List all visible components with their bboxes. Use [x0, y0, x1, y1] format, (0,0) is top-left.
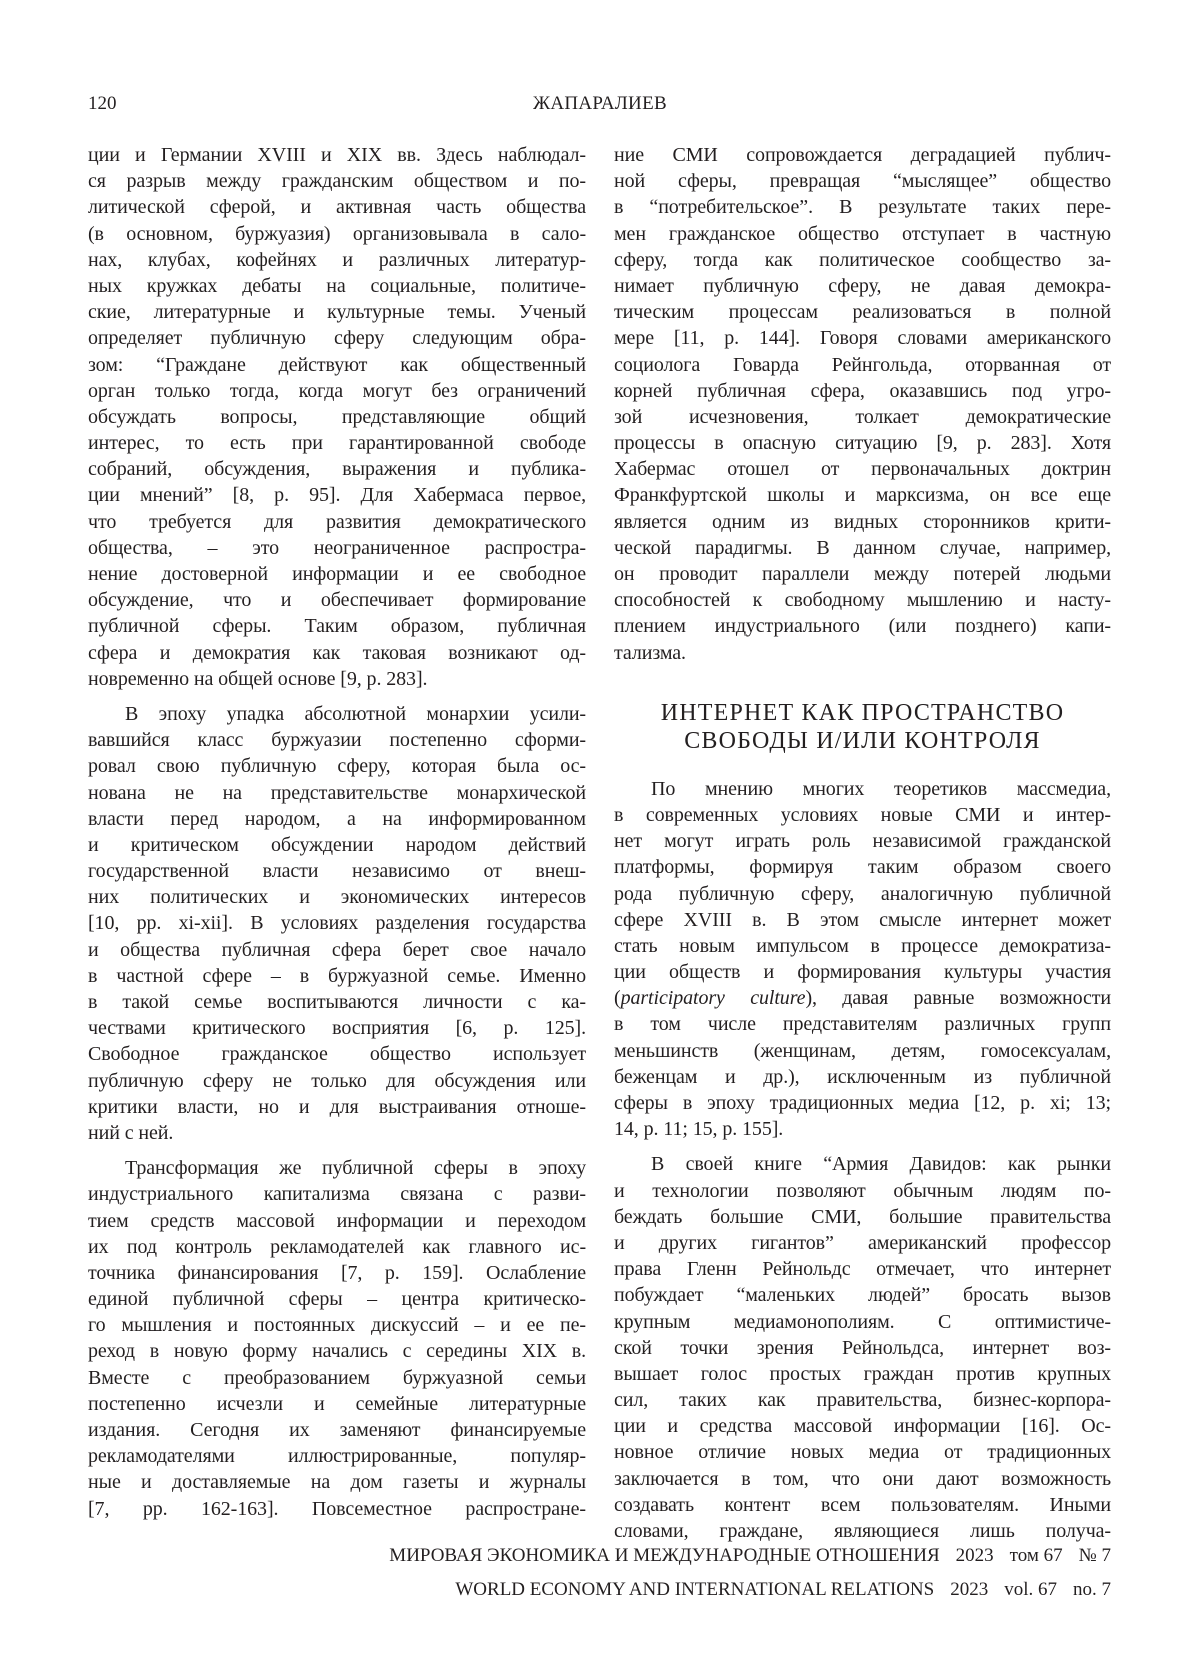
- text-line: беженцам и др.), исключенным из публичной: [614, 1064, 1111, 1090]
- text-line: По мнению многих теоретиков массмедиа,: [614, 776, 1111, 802]
- text-line: определяет публичную сферу следующим обра-: [88, 325, 586, 351]
- text-line: ний с ней.: [88, 1120, 586, 1146]
- text-line: Свободное гражданское общество использует: [88, 1041, 586, 1067]
- text-line: социолога Говарда Рейнгольда, оторванная от: [614, 352, 1111, 378]
- text-line: в такой семье воспитываются личности с ка-: [88, 989, 586, 1015]
- text-line: и критическом обсуждении народом действий: [88, 832, 586, 858]
- text-line: в частной сфере – в буржуазной семье. Именно: [88, 963, 586, 989]
- text-line: нах, клубах, кофейнях и различных литератур-: [88, 247, 586, 273]
- text-line: и технологии позволяют обычным людям по-: [614, 1178, 1111, 1204]
- text-line: стать новым импульсом в процессе демократиза-: [614, 933, 1111, 959]
- text-line: права Гленн Рейнольдс отмечает, что интернет: [614, 1256, 1111, 1282]
- text-line: точника финансирования [7, p. 159]. Ослабление: [88, 1260, 586, 1286]
- text-line: вавшийся класс буржуазии постепенно сформи-: [88, 727, 586, 753]
- text-line: тализма.: [614, 640, 1111, 666]
- paragraph: [614, 776, 1111, 1143]
- text-line: и других гигантов” американский профессор: [614, 1230, 1111, 1256]
- text-line: собраний, обсуждения, выражения и публика-: [88, 456, 586, 482]
- text-line: реход в новую форму начались с середины XIX в.: [88, 1338, 586, 1364]
- text-segment: (: [614, 987, 621, 1009]
- text-line: тическим процессам реализоваться в полной: [614, 299, 1111, 325]
- text-line: [7, pp. 162-163]. Повсеместное распростране-: [88, 1496, 586, 1522]
- text-line: ной сферы, превращая “мыслящее” общество: [614, 168, 1111, 194]
- text-line: является одним из видных сторонников крити-: [614, 509, 1111, 535]
- text-line: [10, pp. xi-xii]. В условиях разделения государства: [88, 910, 586, 936]
- text-line: Хабермас отошел от первоначальных доктрин: [614, 456, 1111, 482]
- year-en: 2023: [950, 1579, 988, 1600]
- text-segment: ), давая равные возможности: [805, 987, 1111, 1009]
- text-line: новное отличие новых медиа от традиционных: [614, 1439, 1111, 1465]
- issue-ru: № 7: [1079, 1545, 1111, 1566]
- text-line: зом: “Граждане действуют как общественный: [88, 352, 586, 378]
- volume-en: vol. 67: [1004, 1579, 1057, 1600]
- section-heading: [614, 699, 1111, 755]
- text-line: он проводит параллели между потерей людьми: [614, 561, 1111, 587]
- page-number: 120: [88, 92, 117, 116]
- text-line: сферу, тогда как политическое сообщество за-: [614, 247, 1111, 273]
- text-line: их под контроль рекламодателей как главного ис-: [88, 1234, 586, 1260]
- journal-title-ru: МИРОВАЯ ЭКОНОМИКА И МЕЖДУНАРОДНЫЕ ОТНОШЕНИЯ: [389, 1545, 939, 1566]
- text-line: мен гражданское общество отступает в частную: [614, 221, 1111, 247]
- text-line: мере [11, p. 144]. Говоря словами американского: [614, 325, 1111, 351]
- text-line: обсуждение, что и обеспечивает формирование: [88, 587, 586, 613]
- issue-en: no. 7: [1073, 1579, 1111, 1600]
- text-line: 14, p. 11; 15, p. 155].: [614, 1116, 1111, 1142]
- text-line: в современных условиях новые СМИ и интер-: [614, 802, 1111, 828]
- text-line: в том числе представителям различных групп: [614, 1011, 1111, 1037]
- text-line: ской точки зрения Рейнольдса, интернет воз-: [614, 1335, 1111, 1361]
- text-line: ции мнений” [8, p. 95]. Для Хабермаса первое,: [88, 482, 586, 508]
- text-line: платформы, формируя таким образом своего: [614, 854, 1111, 880]
- text-line: нет могут играть роль независимой гражданской: [614, 828, 1111, 854]
- text-line: публичной сферы. Таким образом, публичная: [88, 613, 586, 639]
- text-line: сферы в эпоху традиционных медиа [12, p. xi; 13;: [614, 1090, 1111, 1116]
- text-line: корней публичная сфера, оказавшись под угро-: [614, 378, 1111, 404]
- text-line: вышает голос простых граждан против крупных: [614, 1361, 1111, 1387]
- text-line: сфере XVIII в. В этом смысле интернет может: [614, 907, 1111, 933]
- text-line: Вместе с преобразованием буржуазной семьи: [88, 1365, 586, 1391]
- text-line: го мышления и постоянных дискуссий – и ее пе-: [88, 1312, 586, 1338]
- text-line: В эпоху упадка абсолютной монархии усили-: [88, 701, 586, 727]
- paragraph: [88, 142, 586, 692]
- text-line: ции обществ и формирования культуры участия: [614, 959, 1111, 985]
- left-column: [88, 142, 586, 1522]
- running-title: ЖАПАРАЛИЕВ: [0, 92, 1200, 116]
- right-column: [614, 142, 1111, 1544]
- paragraph: [614, 142, 1111, 666]
- text-line: них политических и экономических интересов: [88, 884, 586, 910]
- text-line: интерес, то есть при гарантированной свободе: [88, 430, 586, 456]
- text-line: государственной власти независимо от внеш-: [88, 858, 586, 884]
- text-line: ных кружках дебаты на социальные, политиче-: [88, 273, 586, 299]
- text-line: В своей книге “Армия Давидов: как рынки: [614, 1151, 1111, 1177]
- text-line: нована не на представительстве монархической: [88, 780, 586, 806]
- text-line: чествами критического восприятия [6, p. 125].: [88, 1015, 586, 1041]
- text-line: в “потребительское”. В результате таких пере-: [614, 194, 1111, 220]
- footer-journal-en: [455, 1578, 1111, 1602]
- text-line: ся разрыв между гражданским обществом и по-: [88, 168, 586, 194]
- text-line: критики власти, но и для выстраивания отноше-: [88, 1094, 586, 1120]
- text-line: орган только тогда, когда могут без ограничений: [88, 378, 586, 404]
- text-line: единой публичной сферы – центра критическо-: [88, 1286, 586, 1312]
- text-line: ческой парадигмы. В данном случае, например,: [614, 535, 1111, 561]
- text-line: побуждает “маленьких людей” бросать вызов: [614, 1282, 1111, 1308]
- text-line: рода публичную сферу, аналогичную публичной: [614, 881, 1111, 907]
- section-heading-line: СВОБОДЫ И/ИЛИ КОНТРОЛЯ: [614, 727, 1111, 755]
- journal-title-en: WORLD ECONOMY AND INTERNATIONAL RELATIONS: [455, 1579, 934, 1600]
- text-line: [614, 985, 1111, 1011]
- paragraph: [88, 701, 586, 1146]
- text-line: нимает публичную сферу, не давая демокра-: [614, 273, 1111, 299]
- volume-ru: том 67: [1010, 1545, 1063, 1566]
- text-line: ровал свою публичную сферу, которая была ос-: [88, 753, 586, 779]
- text-line: индустриального капитализма связана с разви-: [88, 1181, 586, 1207]
- italic-term: participatory culture: [621, 987, 806, 1009]
- text-line: новременно на общей основе [9, p. 283].: [88, 666, 586, 692]
- text-line: меньшинств (женщинам, детям, гомосексуалам,: [614, 1038, 1111, 1064]
- footer-journal-ru: [389, 1544, 1111, 1568]
- text-line: (в основном, буржуазия) организовывала в сало-: [88, 221, 586, 247]
- text-line: власти перед народом, а на информированном: [88, 806, 586, 832]
- text-line: Трансформация же публичной сферы в эпоху: [88, 1155, 586, 1181]
- text-line: ские, литературные и культурные темы. Ученый: [88, 299, 586, 325]
- text-line: сил, таких как правительства, бизнес-корпора-: [614, 1387, 1111, 1413]
- text-line: обсуждать вопросы, представляющие общий: [88, 404, 586, 430]
- paragraph: [614, 1151, 1111, 1544]
- text-line: публичную сферу не только для обсуждения или: [88, 1068, 586, 1094]
- text-line: ные и доставляемые на дом газеты и журналы: [88, 1469, 586, 1495]
- text-line: процессы в опасную ситуацию [9, p. 283]. Хотя: [614, 430, 1111, 456]
- text-line: постепенно исчезли и семейные литературные: [88, 1391, 586, 1417]
- text-line: общества, – это неограниченное распростра-: [88, 535, 586, 561]
- text-line: Франкфуртской школы и марксизма, он все еще: [614, 482, 1111, 508]
- text-line: издания. Сегодня их заменяют финансируемые: [88, 1417, 586, 1443]
- year-ru: 2023: [956, 1545, 994, 1566]
- text-line: нение достоверной информации и ее свободное: [88, 561, 586, 587]
- text-line: рекламодателями иллюстрированные, популяр-: [88, 1443, 586, 1469]
- text-line: и общества публичная сфера берет свое начало: [88, 937, 586, 963]
- text-line: тием средств массовой информации и переходом: [88, 1208, 586, 1234]
- text-line: крупным медиамонополиям. С оптимистиче-: [614, 1309, 1111, 1335]
- paragraph: [88, 1155, 586, 1522]
- text-line: словами, граждане, являющиеся лишь получа-: [614, 1518, 1111, 1544]
- text-line: создавать контент всем пользователям. Иными: [614, 1492, 1111, 1518]
- text-line: ции и средства массовой информации [16]. Ос-: [614, 1413, 1111, 1439]
- text-line: ние СМИ сопровождается деградацией публич-: [614, 142, 1111, 168]
- text-line: беждать большие СМИ, большие правительства: [614, 1204, 1111, 1230]
- text-line: что требуется для развития демократического: [88, 509, 586, 535]
- text-line: ции и Германии XVIII и XIX вв. Здесь наблюдал-: [88, 142, 586, 168]
- text-line: заключается в том, что они дают возможность: [614, 1466, 1111, 1492]
- text-line: плением индустриального (или позднего) капи-: [614, 613, 1111, 639]
- text-line: сфера и демократия как таковая возникают од-: [88, 640, 586, 666]
- text-line: способностей к свободному мышлению и насту-: [614, 587, 1111, 613]
- section-heading-line: ИНТЕРНЕТ КАК ПРОСТРАНСТВО: [614, 699, 1111, 727]
- text-line: зой исчезновения, толкает демократические: [614, 404, 1111, 430]
- text-line: литической сферой, и активная часть общества: [88, 194, 586, 220]
